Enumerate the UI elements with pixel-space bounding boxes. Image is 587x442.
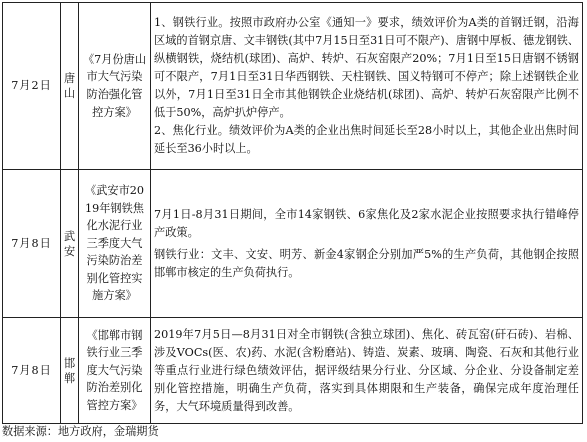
- policy-content-cell: [151, 318, 583, 424]
- date-cell: 7月8日: [3, 318, 61, 424]
- city-name: 唐山: [64, 72, 76, 100]
- document-name-cell: 《7月份唐山市大气污染防治强化管控方案》: [79, 3, 151, 170]
- date-cell: 7月2日: [3, 3, 61, 170]
- city-cell: [61, 318, 79, 424]
- policy-table: [2, 2, 583, 424]
- policy-paragraph: 钢铁行业：文丰、文安、明芳、新金4家钢企分别加严5%的生产负荷，其他钢企按照邯郸市核定的生产负荷执行。: [154, 247, 579, 279]
- table-row: [3, 3, 583, 170]
- policy-paragraph: 1、钢铁行业。按照市政府办公室《通知一》要求，绩效评价为A类的首钢迁钢，沿海区域的首钢京唐、文丰钢铁(其中7月15日至31日可不限产)、唐钢中厚板、德龙钢铁、纵横钢铁，烧结机(球团)、高炉、转炉、石灰窑限产20%；7月1日至15日唐钢不锈钢可不限产，7月1日至31日华西钢铁、天柱钢铁、国义特钢可不停产；除上述钢铁企业以外，7月1日至31日全市其他钢铁企业烧结机(球团)、高炉、转炉石灰窑限产比例不低于50%，高炉扒炉停产。: [154, 16, 579, 119]
- table-row: [3, 170, 583, 318]
- policy-paragraph: 7月1日-8月31日期间，全市14家钢铁、6家焦化及2家水泥企业按照要求执行错峰停产政策。: [154, 207, 579, 239]
- policy-content-cell: [151, 3, 583, 170]
- city-cell: [61, 170, 79, 318]
- city-name: 邯郸: [64, 356, 76, 385]
- date-cell: 7月8日: [3, 170, 61, 318]
- data-source-note: 数据来源：地方政府，金瑞期货: [2, 425, 159, 438]
- policy-paragraph: 2019年7月5日—8月31日对全市钢铁(含独立球团)、焦化、砖瓦窑(矸石砖)、岩棉、涉及VOCs(医、农)药、水泥(含粉磨站)、铸造、炭素、玻璃、陶瓷、石灰和其他行业等重点行业进行绿色绩效评估，据评级结果分行业、分区域、分企业、分设备制定差别化管控措施，明确生产负荷，落实到具体期限和生产装备，确保完成年度治理任务，大气环境质量得到改善。: [154, 327, 579, 413]
- city-cell: [61, 3, 79, 170]
- city-name: 武安: [64, 229, 76, 258]
- policy-content-cell: [151, 170, 583, 318]
- document-name-cell: 《武安市2019年钢铁焦化水泥行业三季度大气污染防治差别化管控实施方案》: [79, 170, 151, 318]
- document-name-cell: 《邯郸市钢铁行业三季度大气污染防治差别化管控方案》: [79, 318, 151, 424]
- policy-paragraph: 2、焦化行业。绩效评价为A类的企业出焦时间延长至28小时以上，其他企业出焦时间延长至36小时以上。: [154, 124, 579, 155]
- table-row: [3, 318, 583, 424]
